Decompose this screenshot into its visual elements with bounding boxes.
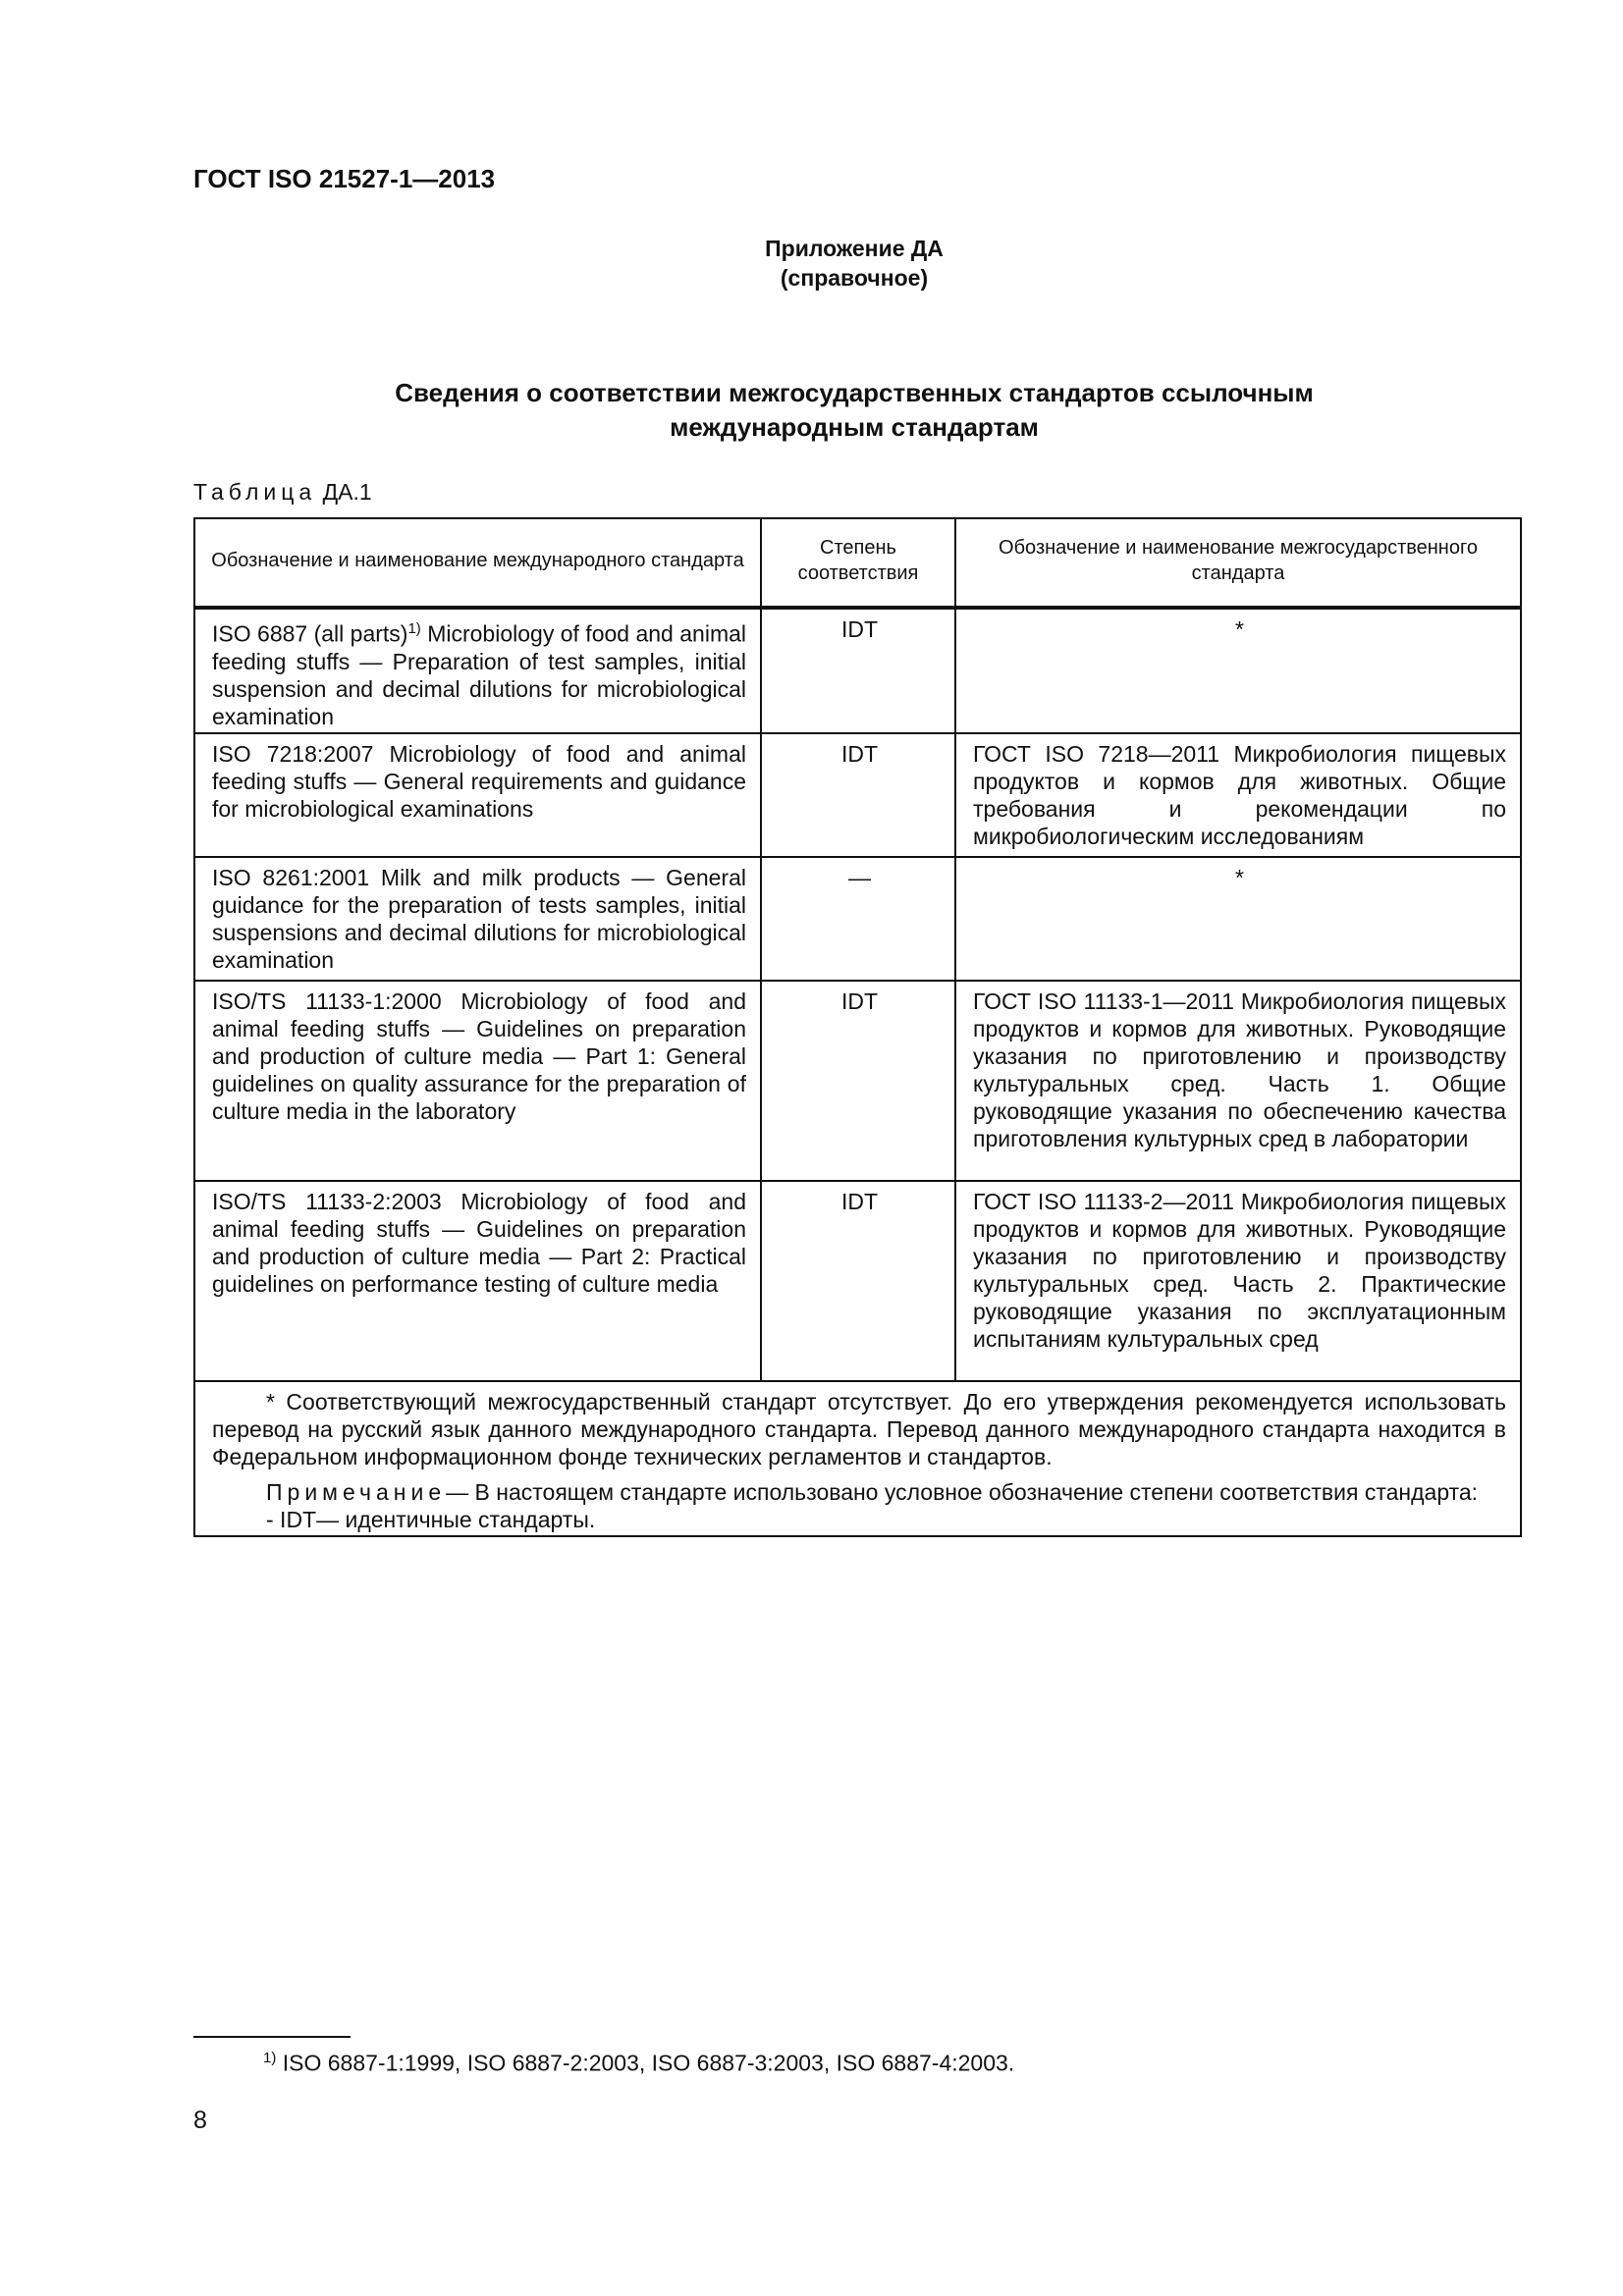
footnote-separator — [193, 2036, 351, 2038]
section-title-line-2: международным стандартам — [670, 412, 1039, 442]
document-code: ГОСТ ISO 21527-1—2013 — [193, 164, 496, 193]
international-standard-code: ISO 6887 (all parts) — [212, 620, 408, 647]
note-label: Примечание — [266, 1478, 447, 1505]
international-standard-cell: ISO 8261:2001 Milk and milk products — General guidance for the preparation of tests samples, initial suspensions and decimal dilutions for microbiological examination — [194, 857, 761, 981]
interstate-standard-cell: ГОСТ ISO 7218—2011 Микробиология пищевых продуктов и кормов для животных. Общие требования и рекомендации по микробиологическим исследованиям — [955, 733, 1521, 857]
footnote-reference: 1) — [407, 620, 421, 637]
table-row — [194, 1181, 1521, 1381]
page-number: 8 — [193, 2107, 207, 2134]
correspondence-table — [193, 517, 1522, 1537]
table-header-row — [194, 518, 1521, 608]
footnote — [263, 2050, 1014, 2077]
star-note: * Соответствующий межгосударственный стандарт отсутствует. До его утверждения рекомендуется использовать перевод на русский язык данного международного стандарта. Перевод данного международного стандарта находится в Федеральном информационном фонде технических регламентов и стандартов. — [212, 1388, 1506, 1469]
annex-heading — [0, 234, 1623, 293]
degree-cell: IDT — [761, 733, 955, 857]
international-standard-cell: ISO 7218:2007 Microbiology of food and animal feeding stuffs — General requirements and guidance for microbiological examinations — [194, 733, 761, 857]
table-caption-id: ДА.1 — [322, 479, 372, 505]
section-title-line-1: Сведения о соответствии межгосударственных стандартов ссылочным — [395, 378, 1314, 407]
degree-cell: — — [761, 857, 955, 981]
note-text: — В настоящем стандарте использовано условное обозначение степени соответствия стандарта: — [446, 1478, 1479, 1505]
column-header-interstate: Обозначение и наименование межгосударственного стандарта — [955, 518, 1521, 608]
international-standard-cell — [194, 608, 761, 733]
annex-subtitle: (справочное) — [780, 265, 929, 291]
interstate-standard-cell: ГОСТ ISO 11133-2—2011 Микробиология пищевых продуктов и кормов для животных. Руководящие указания по приготовлению и производству культуральных сред. Часть 2. Практические руководящие указания по эксплуатационным испытаниям культуральных сред — [955, 1181, 1521, 1381]
table-row — [194, 981, 1521, 1181]
degree-cell: IDT — [761, 608, 955, 733]
table-row — [194, 733, 1521, 857]
table-row — [194, 857, 1521, 981]
table-caption — [193, 479, 372, 506]
column-header-international: Обозначение и наименование международного стандарта — [194, 518, 761, 608]
degree-cell: IDT — [761, 1181, 955, 1381]
note-paragraph — [212, 1478, 1506, 1506]
column-header-degree: Степень соответствия — [761, 518, 955, 608]
section-title — [0, 376, 1623, 445]
table-row — [194, 608, 1521, 733]
interstate-standard-cell: ГОСТ ISO 11133-1—2011 Микробиология пищевых продуктов и кормов для животных. Руководящие указания по приготовлению и производству культуральных сред. Часть 1. Общие руководящие указания по обеспечению качества приготовления культурных сред в лаборатории — [955, 981, 1521, 1181]
table-notes-row — [194, 1381, 1521, 1536]
interstate-standard-cell: * — [955, 857, 1521, 981]
footnote-marker: 1) — [263, 2050, 277, 2066]
annex-title: Приложение ДА — [765, 236, 944, 261]
international-standard-cell: ISO/TS 11133-1:2000 Microbiology of food and animal feeding stuffs — Guidelines on preparation and production of culture media — Part 1: General guidelines on quality assurance for the preparation of culture media in the laboratory — [194, 981, 761, 1181]
international-standard-text: Microbiology of food and animal feeding stuffs — Preparation of test samples, initial suspension and decimal dilutions for microbiological examination — [212, 620, 747, 729]
international-standard-cell: ISO/TS 11133-2:2003 Microbiology of food and animal feeding stuffs — Guidelines on preparation and production of culture media — Part 2: Practical guidelines on performance testing of culture media — [194, 1181, 761, 1381]
table-caption-word: Таблица — [193, 479, 317, 505]
degree-cell: IDT — [761, 981, 955, 1181]
note-item: - IDT— идентичные стандарты. — [266, 1506, 596, 1532]
interstate-standard-cell: * — [955, 608, 1521, 733]
footnote-text: ISO 6887-1:1999, ISO 6887-2:2003, ISO 6887-3:2003, ISO 6887-4:2003. — [282, 2050, 1015, 2076]
table-notes — [194, 1381, 1521, 1536]
